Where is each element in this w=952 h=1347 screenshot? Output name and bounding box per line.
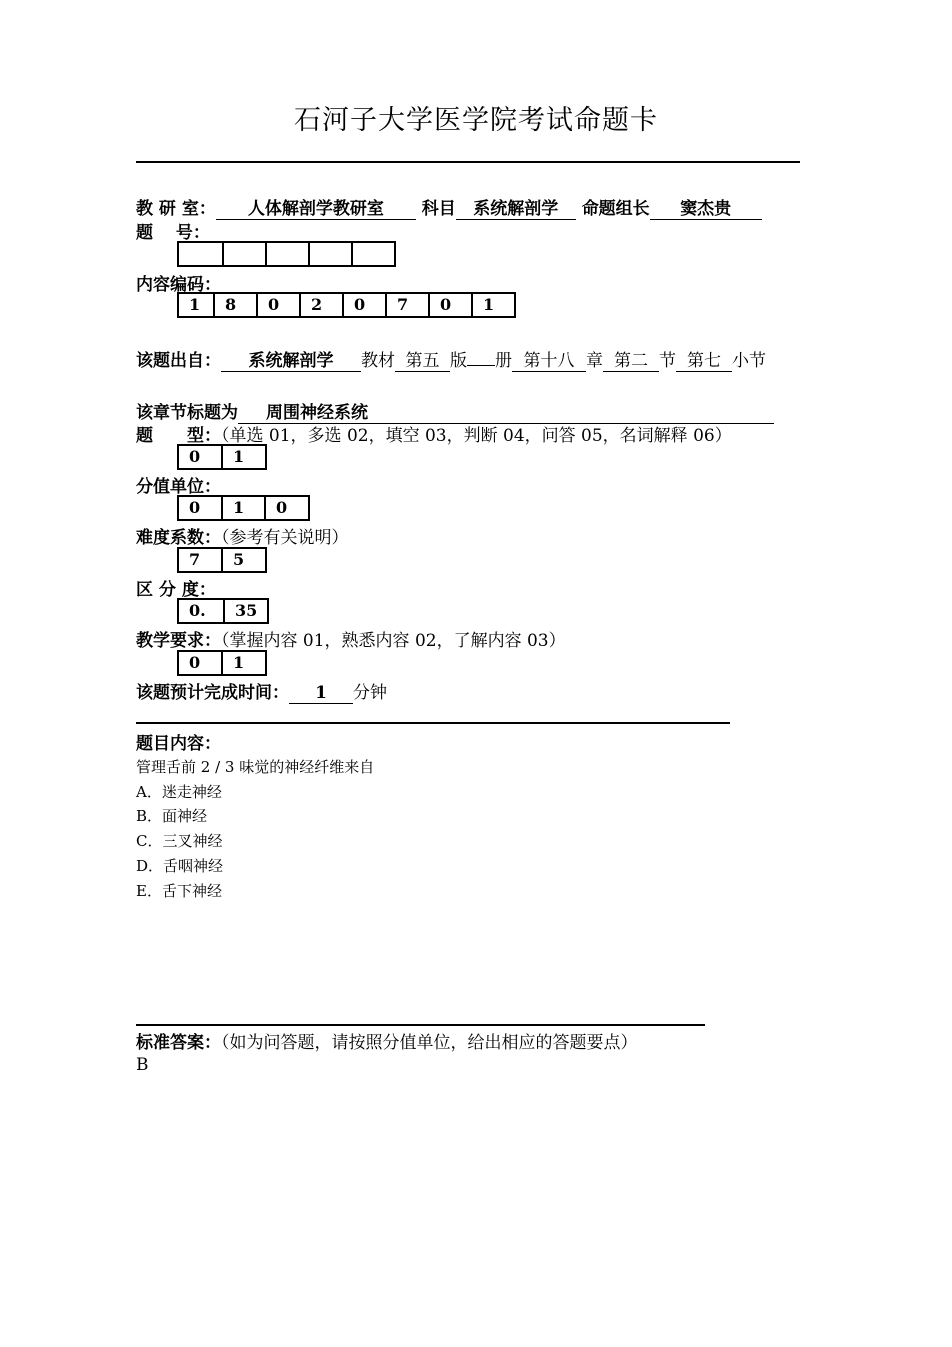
box-cell: 0 bbox=[430, 294, 473, 316]
question-type-boxes bbox=[177, 444, 267, 470]
discrimination-label: 区 分 度： bbox=[136, 580, 216, 600]
answer-value: B bbox=[136, 1055, 149, 1075]
time-value: 1 bbox=[289, 684, 353, 704]
box-cell: 0 bbox=[179, 446, 223, 468]
content-code-boxes bbox=[177, 292, 516, 318]
answer-row bbox=[136, 1028, 638, 1053]
box-cell: 0 bbox=[179, 497, 223, 519]
text-chapter: 章 bbox=[586, 351, 603, 371]
box-cell: 5 bbox=[223, 549, 267, 571]
requirement-note: （掌握内容 01，熟悉内容 02，了解内容 03） bbox=[221, 631, 566, 651]
box-cell bbox=[310, 243, 353, 265]
leader-label: 命题组长 bbox=[581, 199, 650, 219]
department-label: 教 研 室： bbox=[136, 199, 216, 219]
content-code-label: 内容编码： bbox=[136, 275, 221, 295]
option-b: B．面神经 bbox=[136, 807, 208, 825]
discrimination-boxes bbox=[177, 598, 269, 624]
question-stem: 管理舌前 2 / 3 味觉的神经纤维来自 bbox=[136, 758, 375, 776]
option-c: C．三叉神经 bbox=[136, 832, 223, 850]
text-edition: 版 bbox=[450, 351, 467, 371]
answer-divider bbox=[136, 1024, 705, 1026]
question-number-label: 题 号： bbox=[136, 223, 210, 243]
difficulty-note: （参考有关说明） bbox=[221, 528, 349, 548]
score-unit-boxes bbox=[177, 495, 310, 521]
chapter-title-value: 周围神经系统 bbox=[238, 404, 774, 424]
time-unit: 分钟 bbox=[353, 683, 387, 703]
source-row bbox=[136, 346, 766, 372]
box-cell: 2 bbox=[301, 294, 344, 316]
source-chapter: 第十八 bbox=[512, 352, 586, 372]
option-e: E．舌下神经 bbox=[136, 882, 222, 900]
source-label: 该题出自： bbox=[136, 351, 221, 371]
answer-label: 标准答案： bbox=[136, 1033, 221, 1053]
box-cell: 8 bbox=[215, 294, 258, 316]
source-section: 第二 bbox=[603, 352, 659, 372]
subject-label: 科目 bbox=[421, 199, 456, 219]
question-number-boxes bbox=[177, 241, 396, 267]
source-book: 系统解剖学 bbox=[221, 352, 361, 372]
box-cell: 7 bbox=[179, 549, 223, 571]
difficulty-label: 难度系数： bbox=[136, 528, 221, 548]
option-a: A．迷走神经 bbox=[136, 783, 222, 801]
source-edition: 第五 bbox=[395, 352, 450, 372]
question-type-row bbox=[136, 421, 732, 446]
requirement-row bbox=[136, 626, 566, 651]
answer-note: （如为问答题，请按照分值单位，给出相应的答题要点） bbox=[221, 1033, 638, 1053]
text-section: 节 bbox=[659, 351, 676, 371]
box-cell: 0 bbox=[266, 497, 310, 519]
leader-value: 窦杰贵 bbox=[650, 200, 762, 220]
text-textbook: 教材 bbox=[361, 351, 395, 371]
time-label: 该题预计完成时间： bbox=[136, 683, 289, 703]
box-cell: 0 bbox=[344, 294, 387, 316]
box-cell bbox=[267, 243, 310, 265]
subject-value: 系统解剖学 bbox=[456, 200, 576, 220]
box-cell: 7 bbox=[387, 294, 430, 316]
option-d: D．舌咽神经 bbox=[136, 857, 224, 875]
box-cell bbox=[353, 243, 396, 265]
box-cell: 0 bbox=[179, 652, 223, 674]
text-volume: 册 bbox=[495, 351, 512, 371]
question-type-label: 题 型： bbox=[136, 426, 221, 446]
box-cell: 1 bbox=[473, 294, 516, 316]
question-type-note: （单选 01，多选 02，填空 03，判断 04，问答 05，名词解释 06） bbox=[221, 426, 732, 446]
box-cell: 1 bbox=[223, 497, 266, 519]
chapter-title-label: 该章节标题为 bbox=[136, 403, 238, 423]
title-divider bbox=[136, 161, 800, 163]
department-row bbox=[136, 194, 762, 220]
requirement-boxes bbox=[177, 650, 267, 676]
box-cell bbox=[224, 243, 267, 265]
page-title: 石河子大学医学院考试命题卡 bbox=[294, 105, 658, 136]
box-cell: 0 bbox=[258, 294, 301, 316]
source-subsection: 第七 bbox=[676, 352, 732, 372]
difficulty-row bbox=[136, 523, 349, 548]
department-value: 人体解剖学教研室 bbox=[216, 200, 416, 220]
text-subsection: 小节 bbox=[732, 351, 766, 371]
box-cell: 0. bbox=[179, 600, 225, 622]
box-cell bbox=[179, 243, 224, 265]
box-cell: 35 bbox=[225, 600, 269, 622]
requirement-label: 教学要求： bbox=[136, 631, 221, 651]
source-volume bbox=[467, 365, 495, 366]
time-row bbox=[136, 678, 387, 704]
box-cell: 1 bbox=[179, 294, 215, 316]
score-unit-label: 分值单位： bbox=[136, 477, 221, 497]
difficulty-boxes bbox=[177, 547, 267, 573]
box-cell: 1 bbox=[223, 446, 267, 468]
content-label: 题目内容： bbox=[136, 734, 221, 754]
content-divider bbox=[136, 722, 730, 724]
box-cell: 1 bbox=[223, 652, 267, 674]
